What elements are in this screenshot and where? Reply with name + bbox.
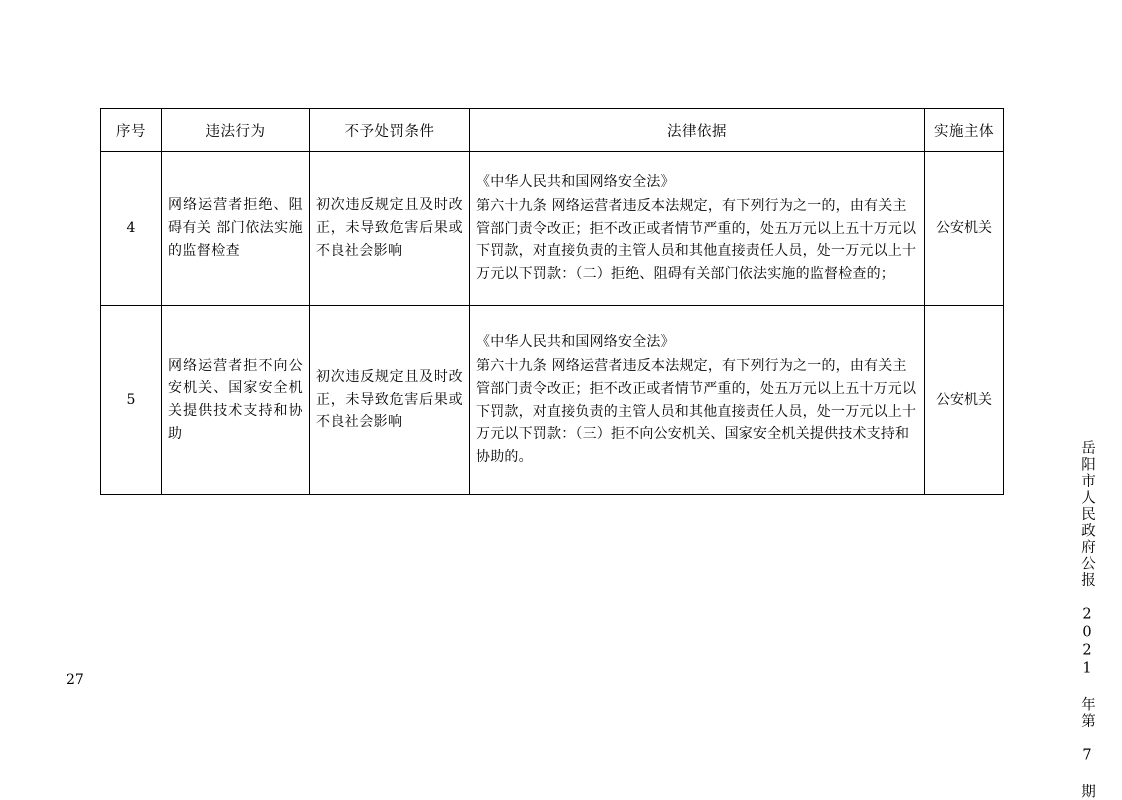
cell-condition: 初次违反规定且及时改正，未导致危害后果或不良社会影响 bbox=[310, 306, 470, 495]
table-row bbox=[101, 306, 1004, 495]
header-cell-act: 违法行为 bbox=[162, 109, 310, 152]
cell-law bbox=[470, 306, 925, 495]
cell-law-body: 第六十九条 网络运营者违反本法规定，有下列行为之一的，由有关主管部门责令改正；拒不改正或者情节严重的，处五万元以上五十万元以下罚款，对直接负责的主管人员和其他直接责任人员，处一万元以上十万元以下罚款：（三）拒不向公安机关、国家安全机关提供技术支持和协助的。 bbox=[476, 358, 917, 465]
header-cell-condition: 不予处罚条件 bbox=[310, 109, 470, 152]
regulation-table bbox=[100, 108, 1004, 495]
cell-law-body: 第六十九条 网络运营者违反本法规定，有下列行为之一的，由有关主管部门责令改正；拒不改正或者情节严重的，处五万元以上五十万元以下罚款，对直接负责的主管人员和其他直接责任人员，处一万元以上十万元以下罚款：（二）拒绝、阻碍有关部门依法实施的监督检查的； bbox=[476, 197, 917, 282]
table-header bbox=[101, 109, 1004, 152]
cell-law-title: 《中华人民共和国网络安全法》 bbox=[476, 334, 675, 351]
sidebar-publication-label: 岳阳市人民政府公报 2021 年第 7 期 bbox=[1079, 440, 1095, 800]
cell-condition: 初次违反规定且及时改正，未导致危害后果或不良社会影响 bbox=[310, 152, 470, 306]
page-number: 27 bbox=[66, 672, 84, 688]
table-row bbox=[101, 152, 1004, 306]
regulation-table-container bbox=[100, 108, 1003, 495]
table-header-row bbox=[101, 109, 1004, 152]
header-cell-law: 法律依据 bbox=[470, 109, 925, 152]
cell-no: 4 bbox=[101, 152, 162, 306]
cell-law bbox=[470, 152, 925, 306]
cell-act: 网络运营者拒绝、阻碍有关 部门依法实施的监督检查 bbox=[162, 152, 310, 306]
table-body bbox=[101, 152, 1004, 495]
header-cell-org: 实施主体 bbox=[925, 109, 1004, 152]
cell-org: 公安机关 bbox=[925, 306, 1004, 495]
cell-no: 5 bbox=[101, 306, 162, 495]
cell-law-title: 《中华人民共和国网络安全法》 bbox=[476, 174, 675, 191]
cell-act: 网络运营者拒不向公安机关、国家安全机关提供技术支持和协助 bbox=[162, 306, 310, 495]
cell-org: 公安机关 bbox=[925, 152, 1004, 306]
header-cell-no: 序号 bbox=[101, 109, 162, 152]
